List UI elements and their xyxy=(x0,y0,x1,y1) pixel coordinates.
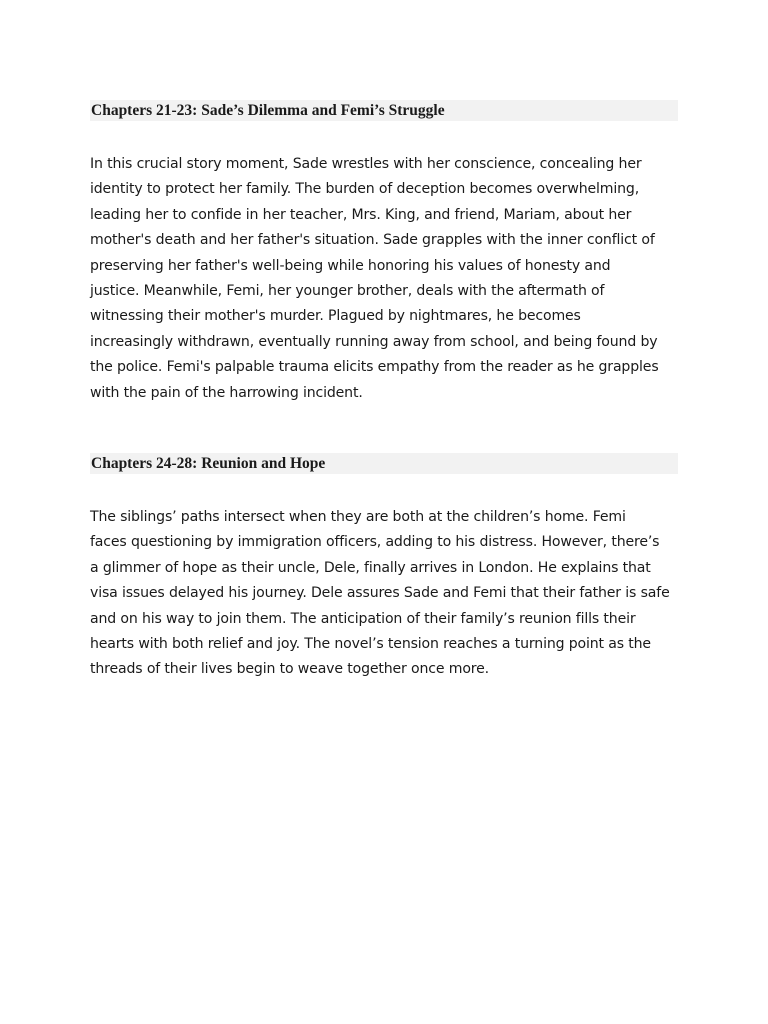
section-paragraph-chapters-21-23 xyxy=(90,152,682,406)
paragraph-line: In this crucial story moment, Sade wrestles with her conscience, concealing her xyxy=(90,156,642,172)
paragraph-line: the police. Femi's palpable trauma elicits empathy from the reader as he grapples xyxy=(90,359,659,376)
section-paragraph-chapters-24-28 xyxy=(90,505,682,683)
section-heading-chapters-21-23 xyxy=(90,100,678,121)
paragraph-line: visa issues delayed his journey. Dele assures Sade and Femi that their father is safe xyxy=(90,585,670,602)
paragraph-line: faces questioning by immigration officers, adding to his distress. However, there’s xyxy=(90,534,660,551)
paragraph-line: hearts with both relief and joy. The novel’s tension reaches a turning point as the xyxy=(90,635,651,652)
paragraph-line: The siblings’ paths intersect when they are both at the children’s home. Femi xyxy=(90,509,626,525)
section-heading-text: Chapters 21-23: Sade’s Dilemma and Femi’s Struggle xyxy=(91,102,445,119)
paragraph-line: leading her to confide in her teacher, Mrs. King, and friend, Mariam, about her xyxy=(90,206,632,223)
paragraph-line: witnessing their mother's murder. Plagued by nightmares, he becomes xyxy=(90,308,581,325)
paragraph-line: threads of their lives begin to weave together once more. xyxy=(90,661,489,678)
paragraph-line: identity to protect her family. The burden of deception becomes overwhelming, xyxy=(90,181,640,198)
paragraph-line: justice. Meanwhile, Femi, her younger brother, deals with the aftermath of xyxy=(90,282,605,299)
section-heading-chapters-24-28 xyxy=(90,453,678,474)
section-heading-text: Chapters 24-28: Reunion and Hope xyxy=(91,455,326,472)
paragraph-line: a glimmer of hope as their uncle, Dele, finally arrives in London. He explains that xyxy=(90,559,651,576)
paragraph-line: increasingly withdrawn, eventually running away from school, and being found by xyxy=(90,333,658,350)
paragraph-line: and on his way to join them. The anticipation of their family’s reunion fills their xyxy=(90,610,636,627)
paragraph-line: preserving her father's well-being while honoring his values of honesty and xyxy=(90,257,611,274)
paragraph-line: mother's death and her father's situation. Sade grapples with the inner conflict of xyxy=(90,232,655,249)
paragraph-line: with the pain of the harrowing incident. xyxy=(90,384,363,401)
